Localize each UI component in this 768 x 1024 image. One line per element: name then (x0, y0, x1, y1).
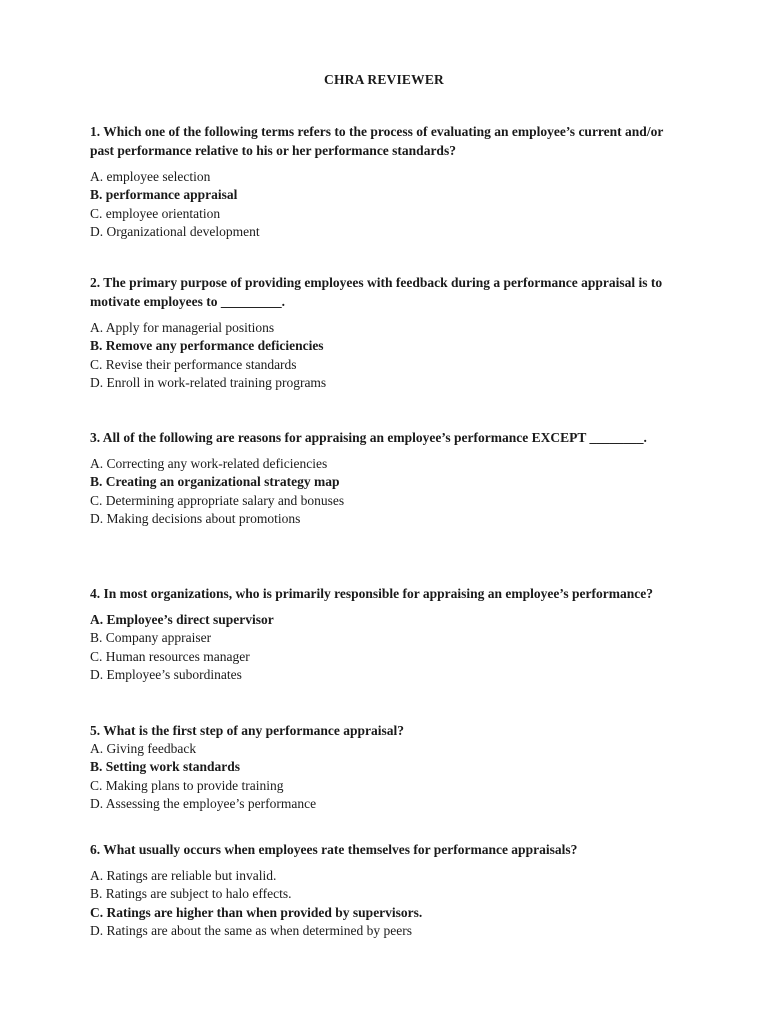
question-4 (90, 584, 670, 684)
question-5 (90, 721, 670, 813)
question-text: 6. What usually occurs when employees rate themselves for performance appraisals? (90, 842, 578, 857)
option-list (90, 611, 670, 684)
option-a: A. employee selection (90, 169, 211, 184)
option-c: C. Making plans to provide training (90, 777, 284, 793)
option-b-answer: B. Setting work standards (90, 759, 241, 775)
option-list (90, 867, 670, 940)
option-d: D. Making decisions about promotions (90, 510, 301, 526)
question-1 (90, 122, 670, 241)
option-b-answer: B. Creating an organizational strategy map (90, 474, 340, 490)
option-list (90, 740, 670, 813)
option-b-answer: B. performance appraisal (90, 187, 238, 203)
option-list (90, 455, 670, 528)
option-c-answer: C. Ratings are higher than when provided by supervisors. (90, 904, 423, 920)
option-a: A. Apply for managerial positions (90, 320, 275, 335)
document-title: CHRA REVIEWER (324, 72, 444, 87)
question-text: 5. What is the first step of any performance appraisal? (90, 723, 404, 738)
question-text: 2. The primary purpose of providing employees with feedback during a performance appraisal is to motivate employees to _________. (90, 275, 663, 309)
option-a: A. Giving feedback (90, 741, 197, 756)
option-b: B. Ratings are subject to halo effects. (90, 886, 292, 902)
option-a: A. Ratings are reliable but invalid. (90, 868, 277, 883)
option-d: D. Ratings are about the same as when determined by peers (90, 922, 413, 938)
option-d: D. Assessing the employee’s performance (90, 795, 317, 811)
question-6 (90, 840, 670, 940)
question-text: 3. All of the following are reasons for appraising an employee’s performance EXCEPT ________. (90, 430, 647, 445)
option-a-answer: A. Employee’s direct supervisor (90, 612, 274, 627)
option-c: C. Revise their performance standards (90, 356, 297, 372)
option-d: D. Enroll in work-related training programs (90, 374, 327, 390)
question-text: 1. Which one of the following terms refers to the process of evaluating an employee’s current and/or past performance relative to his or her performance standards? (90, 124, 664, 158)
option-d: D. Employee’s subordinates (90, 666, 242, 682)
option-d: D. Organizational development (90, 223, 260, 239)
question-text: 4. In most organizations, who is primarily responsible for appraising an employee’s performance? (90, 586, 653, 601)
option-c: C. Human resources manager (90, 648, 250, 664)
option-c: C. employee orientation (90, 205, 221, 221)
option-list (90, 319, 670, 392)
question-2 (90, 273, 670, 392)
question-3 (90, 428, 670, 528)
option-a: A. Correcting any work-related deficiencies (90, 456, 328, 471)
option-c: C. Determining appropriate salary and bonuses (90, 492, 345, 508)
option-list (90, 168, 670, 241)
option-b-answer: B. Remove any performance deficiencies (90, 338, 324, 354)
option-b: B. Company appraiser (90, 630, 212, 646)
